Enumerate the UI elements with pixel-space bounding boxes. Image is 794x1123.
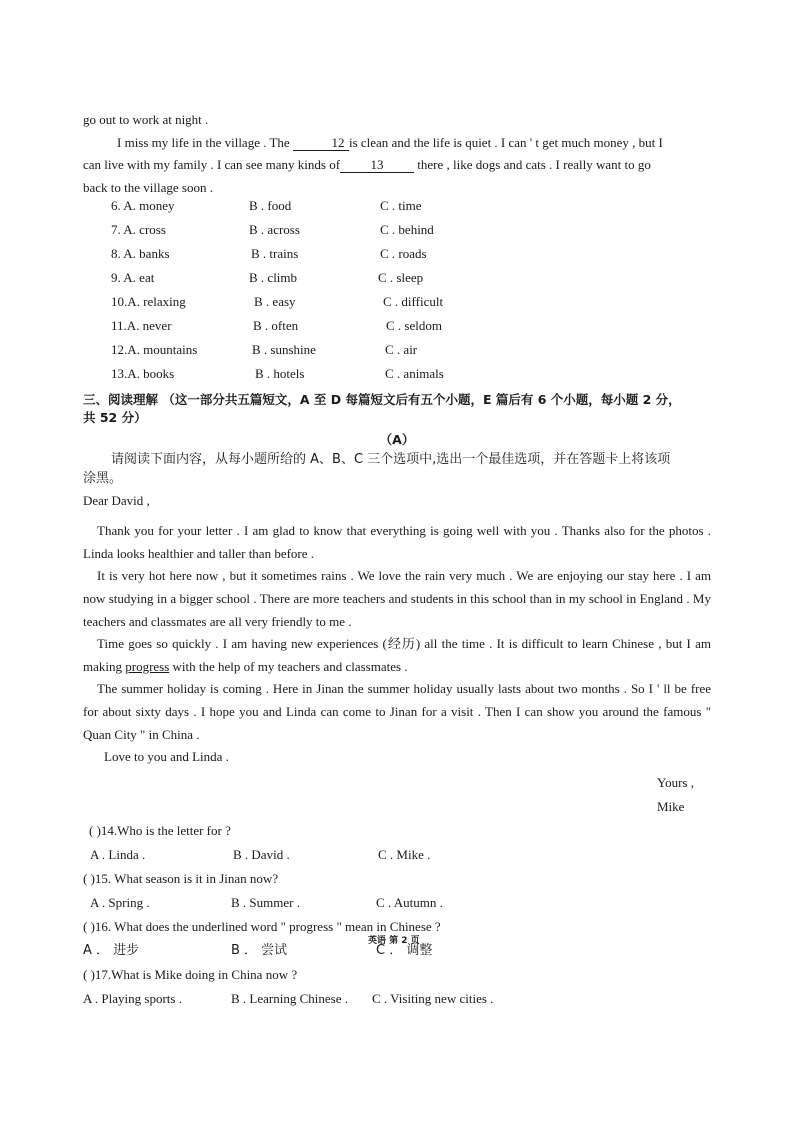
option-a[interactable]: 7. A. cross <box>111 222 166 237</box>
letter-greeting: Dear David , <box>83 493 150 508</box>
letter-paragraph: Thank you for your letter . I am glad to know that everything is going well with you . Thanks also for the photos . Linda looks healthier and taller than before . <box>83 523 711 561</box>
letter-text: Time goes so quickly . I am having new experiences (经历) all the time . It is difficult to learn Chinese , but I am making <box>83 636 711 674</box>
letter-paragraph <box>83 632 711 678</box>
option-c[interactable]: C . behind <box>380 222 434 237</box>
letter-yours: Yours , <box>657 775 694 790</box>
option-a[interactable]: 13.A. books <box>111 366 175 381</box>
option-a[interactable]: 11.A. never <box>111 318 172 333</box>
option-c[interactable]: C . roads <box>380 246 427 261</box>
passage-line <box>83 157 711 173</box>
blank-12[interactable]: 12 <box>293 136 349 151</box>
letter-paragraph: It is very hot here now , but it sometimes rains . We love the rain very much . We are enjoying our stay here . I am now studying in a bigger school . There are more teachers and students in this school than in my school in England . My teachers and classmates are all very friendly to me . <box>83 568 711 629</box>
option-c[interactable]: C . seldom <box>386 318 442 333</box>
answer-a[interactable]: A . Spring . <box>90 895 150 910</box>
option-b[interactable]: B . trains <box>251 246 299 261</box>
answer-b[interactable]: B . Learning Chinese . <box>231 991 348 1006</box>
option-b[interactable]: B . food <box>249 198 292 213</box>
answer-b[interactable]: B . Summer . <box>231 895 300 910</box>
option-c[interactable]: C . time <box>380 198 422 213</box>
blank-13[interactable]: 13 <box>340 158 414 173</box>
letter-text: with the help of my teachers and classmates . <box>169 659 408 674</box>
option-a[interactable]: 6. A. money <box>111 198 175 213</box>
option-a[interactable]: 12.A. mountains <box>111 342 198 357</box>
option-b[interactable]: B . hotels <box>255 366 305 381</box>
option-a[interactable]: 10.A. relaxing <box>111 294 186 309</box>
option-c[interactable]: C . animals <box>385 366 444 381</box>
answer-c[interactable]: C . Mike . <box>378 847 431 862</box>
option-c[interactable]: C . air <box>385 342 418 357</box>
answer-b[interactable]: B ． 尝试 <box>231 943 288 958</box>
part-label: （A） <box>379 432 415 447</box>
option-c[interactable]: C . sleep <box>378 270 424 285</box>
answer-a[interactable]: A ． 进步 <box>83 943 140 958</box>
instruction-cont: 涂黑。 <box>83 471 123 486</box>
section-title-cont: 共 52 分） <box>83 410 147 425</box>
letter-paragraph: The summer holiday is coming . Here in Jinan the summer holiday usually lasts about two months . So I ' ll be free for about sixty days . I hope you and Linda can come to Jinan for a visit . Then I can show you around the famous " Quan City " in China . <box>83 681 711 742</box>
letter-signature: Mike <box>657 799 685 814</box>
passage-line: go out to work at night . <box>83 112 209 127</box>
answer-c[interactable]: C ． 调整 <box>376 943 433 958</box>
answer-a[interactable]: A . Playing sports . <box>83 991 182 1006</box>
option-b[interactable]: B . across <box>249 222 300 237</box>
option-c[interactable]: C . difficult <box>383 294 444 309</box>
passage-text: can live with my family . I can see many kinds of <box>83 157 341 172</box>
option-b[interactable]: B . often <box>253 318 299 333</box>
letter-closing: Love to you and Linda . <box>104 749 229 764</box>
question-16[interactable]: ( )16. What does the underlined word " progress " mean in Chinese ? <box>83 919 441 934</box>
passage-text: I miss my life in the village . The <box>117 135 293 150</box>
answer-a[interactable]: A . Linda . <box>90 847 146 862</box>
question-14[interactable]: ( )14.Who is the letter for ? <box>89 823 231 838</box>
answer-b[interactable]: B . David . <box>233 847 290 862</box>
page-footer: 英语 第 2 页 <box>368 936 420 946</box>
passage-text: there , like dogs and cats . I really want to go <box>414 157 651 172</box>
section-title: 三、阅读理解 （这一部分共五篇短文，A 至 D 每篇短文后有五个小题，E 篇后有 6 个小题，每小题 2 分， <box>83 392 681 407</box>
passage-text: is clean and the life is quiet . I can ' t get much money , but I <box>348 135 663 150</box>
instruction: 请阅读下面内容，从每小题所给的 A、B、C 三个选项中,选出一个最佳选项，并在答题卡上将该项 <box>111 452 671 467</box>
option-b[interactable]: B . easy <box>254 294 296 309</box>
passage-line: back to the village soon . <box>83 180 213 195</box>
option-b[interactable]: B . sunshine <box>252 342 316 357</box>
answer-c[interactable]: C . Visiting new cities . <box>372 991 494 1006</box>
answer-c[interactable]: C . Autumn . <box>376 895 443 910</box>
underlined-word-progress: progress <box>125 659 170 674</box>
question-15[interactable]: ( )15. What season is it in Jinan now? <box>83 871 279 886</box>
option-b[interactable]: B . climb <box>249 270 298 285</box>
option-a[interactable]: 8. A. banks <box>111 246 170 261</box>
option-a[interactable]: 9. A. eat <box>111 270 155 285</box>
question-17[interactable]: ( )17.What is Mike doing in China now ? <box>83 967 298 982</box>
passage-paragraph <box>83 131 711 154</box>
